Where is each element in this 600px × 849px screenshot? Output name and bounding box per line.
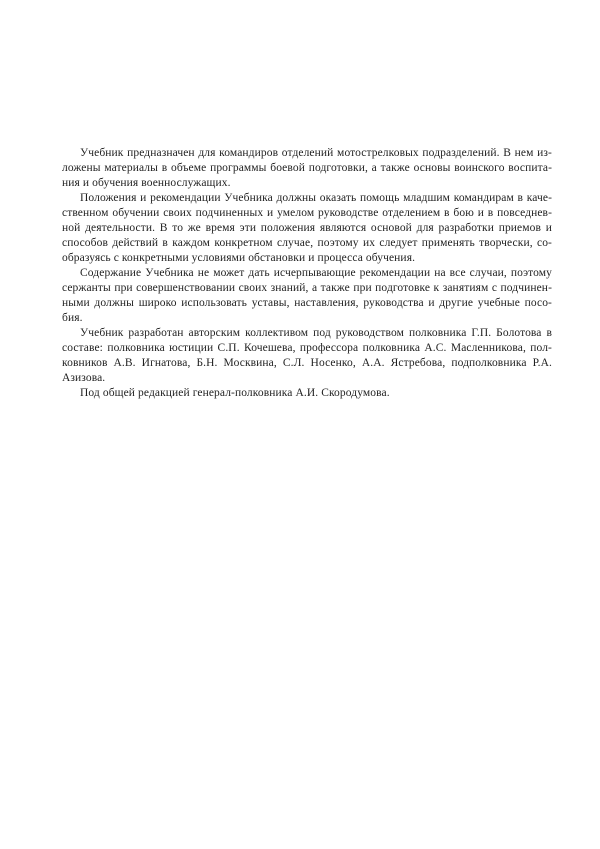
annotation-text-block [62,146,552,401]
text-line: составе: полковника юстиции С.П. Кочешева, профессора полковника А.С. Масленникова, пол- [62,342,552,354]
text-line: ложены материалы в объеме программы боевой подготовки, а также основы воинского воспита- [62,162,552,174]
text-line: Азизова. [62,372,106,384]
paragraph [62,191,552,266]
text-line: способов действий в каждом конкретном случае, поэтому их следует применять творчески, со- [62,237,552,249]
text-line: Учебник предназначен для командиров отделений мотострелковых подразделений. В нем из- [80,147,552,159]
paragraph [62,266,552,326]
text-line: ния и обучения военнослужащих. [62,177,231,189]
text-line: сержанты при совершенствовании своих знаний, а также при подготовке к занятиям с подчинен- [62,282,552,294]
text-line: бия. [62,312,83,324]
text-line: ными должны широко использовать уставы, наставления, руководства и другие учебные посо- [62,297,552,309]
paragraph [62,386,552,401]
text-line: Положения и рекомендации Учебника должны оказать помощь младшим командирам в каче- [80,192,552,204]
text-line: ковников А.В. Игнатова, Б.Н. Москвина, С.Л. Носенко, А.А. Ястребова, подполковника Р.А. [62,357,552,369]
text-line: ной деятельности. В то же время эти положения являются основой для разработки приемов и [62,222,552,234]
text-line: образуясь с конкретными условиями обстановки и процесса обучения. [62,252,416,264]
text-line: Под общей редакцией генерал-полковника А.И. Скородумова. [80,387,390,399]
paragraph [62,146,552,191]
text-line: ственном обучении своих подчиненных и умелом руководстве отделением в бою и в повседнев- [62,207,552,219]
text-line: Содержание Учебника не может дать исчерпывающие рекомендации на все случаи, поэтому [80,267,552,279]
paragraph [62,326,552,386]
text-line: Учебник разработан авторским коллективом под руководством полковника Г.П. Болотова в [80,327,552,339]
